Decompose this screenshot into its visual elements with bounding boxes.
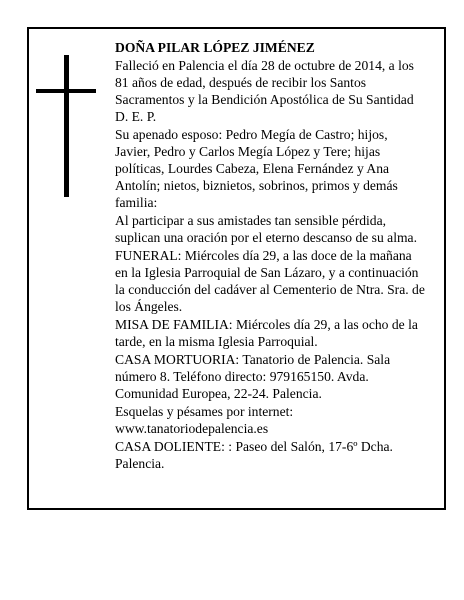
- funeral-home-details: CASA MORTUORIA: Tanatorio de Palencia. Sala número 8. Teléfono directo: 979165150. Avda. Comunidad Europea, 22-24. Palencia.: [115, 352, 391, 401]
- death-announcement: Falleció en Palencia el día 28 de octubre de 2014, a los 81 años de edad, después de recibir los Santos Sacramentos y la Bendición Apostólica de Su Santidad D. E. P.: [115, 58, 414, 124]
- family-paragraph: Su apenado esposo: Pedro Megía de Castro; hijos, Javier, Pedro y Carlos Megía López y Tere; hijas políticas, Lourdes Cabeza, Elena Fernández y Ana Antolín; nietos, biznietos, sobrinos, primos y demás familia:: [115, 127, 398, 210]
- cross-vertical-bar: [64, 55, 69, 197]
- obituary-text: [115, 39, 425, 473]
- family-mass-details: MISA DE FAMILIA: Miércoles día 29, a las ocho de la tarde, en la misma Iglesia Parroquial.: [115, 317, 418, 349]
- cross-horizontal-bar: [36, 89, 96, 93]
- online-condolences: Esquelas y pésames por internet: www.tanatoriodepalencia.es: [115, 404, 294, 436]
- funeral-details: FUNERAL: Miércoles día 29, a las doce de la mañana en la Iglesia Parroquial de San Lázaro, y a continuación la conducción del cadáver al Cementerio de Ntra. Sra. de los Ángeles.: [115, 248, 425, 314]
- family-home-address: CASA DOLIENTE: : Paseo del Salón, 17-6º Dcha. Palencia.: [115, 439, 393, 471]
- prayer-request: Al participar a sus amistades tan sensible pérdida, suplican una oración por el eterno descanso de su alma.: [115, 213, 417, 245]
- deceased-name: DOÑA PILAR LÓPEZ JIMÉNEZ: [115, 40, 315, 55]
